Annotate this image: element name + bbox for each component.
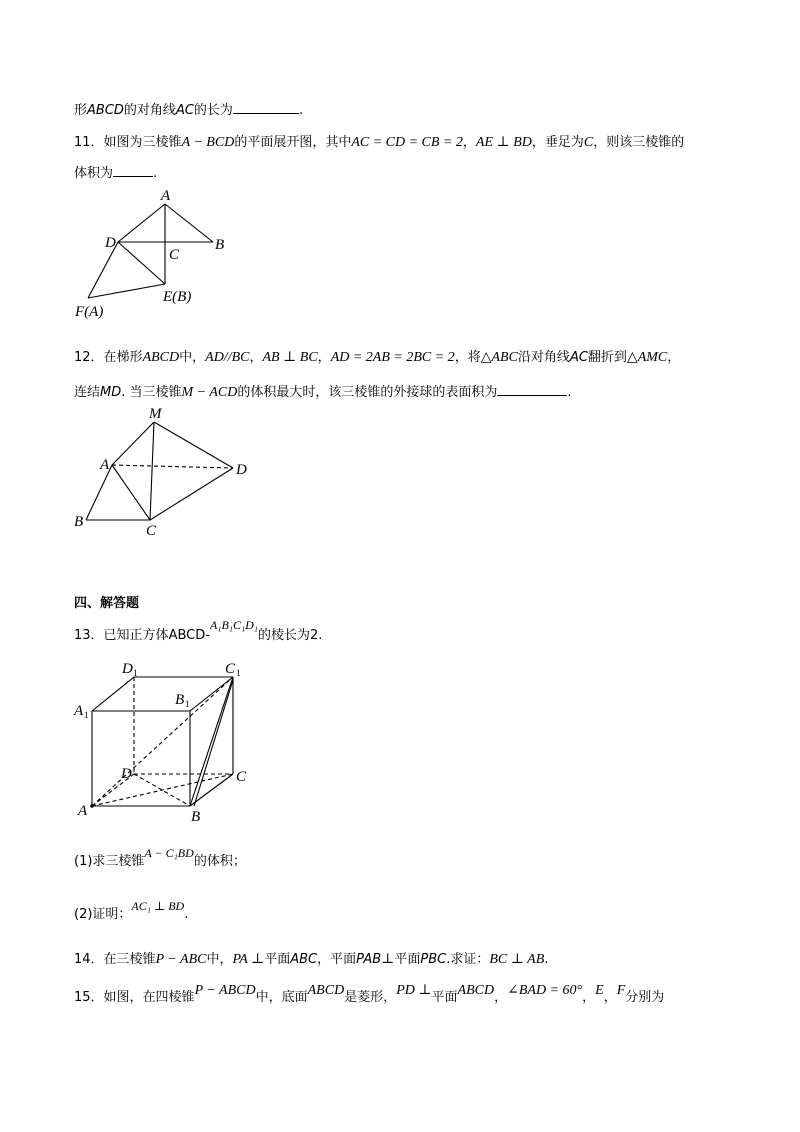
label-E: E(B): [163, 289, 192, 305]
q11-text: .: [153, 166, 158, 181]
math-expr: C: [583, 135, 594, 150]
q12-text: ，将: [454, 350, 481, 365]
label-M: M: [149, 406, 162, 422]
q13-text: .: [184, 907, 189, 922]
label-B: B: [215, 237, 225, 253]
q13-part2: [74, 899, 189, 922]
math-expr: ABCD: [307, 983, 345, 998]
math-expr: BC ⊥ AB: [489, 952, 545, 967]
q12-line2: [74, 381, 572, 401]
math-expr: AD = 2AB = 2BC = 2: [330, 350, 455, 365]
q15-text: 中，底面: [255, 990, 308, 1005]
q12-text: ，: [667, 350, 681, 365]
q12-text: 沿对角线: [517, 350, 570, 365]
label-sub: 1: [133, 668, 138, 678]
answer-blank[interactable]: [233, 112, 299, 114]
q12-text: ，: [317, 350, 331, 365]
math-expr: E: [595, 983, 604, 998]
q12-text: . 当三棱锥: [121, 385, 182, 400]
math-expr: AC₁ ⊥ BD: [131, 899, 185, 913]
q13-text: .: [318, 628, 323, 643]
math-expr: ABCD: [457, 983, 495, 998]
q12-text: 在梯形: [103, 350, 143, 365]
label-D: D: [121, 766, 132, 782]
q12-text: 的体积最大时，该三棱锥的外接球的表面积为: [237, 385, 498, 400]
math-expr: P − ABCD: [194, 983, 256, 998]
q11-text: 体积为: [74, 166, 114, 181]
q14-text: 中，: [206, 952, 233, 967]
answer-blank[interactable]: [113, 175, 153, 177]
q11-text: 如图为三棱锥: [103, 135, 182, 150]
q14-text: 平面: [394, 952, 421, 967]
math-expr: P − ABC: [155, 952, 207, 967]
q15-line: [74, 983, 665, 1006]
q15-text: ，: [494, 990, 508, 1005]
q10-text: .: [298, 103, 304, 118]
math-expr: AD//BC: [205, 350, 250, 365]
label-D: D: [236, 462, 247, 478]
math-expr: ∠BAD = 60°: [507, 983, 583, 998]
q15-text: 分别为: [625, 990, 665, 1005]
q13-cube-figure: [70, 652, 260, 832]
math-expr: AC = CD = CB = 2: [351, 135, 463, 150]
question-number: 13．: [74, 628, 104, 643]
q14-pbc: PBC: [420, 952, 447, 967]
q13-text: 已知正方体: [103, 628, 169, 643]
q10-text: 的长为: [193, 103, 233, 118]
label-C: C: [236, 769, 247, 785]
label-B: B: [74, 514, 84, 530]
q11-text: ，则该三棱锥的: [593, 135, 685, 150]
math-expr: F: [616, 983, 626, 998]
q14-text: .求证：: [446, 952, 490, 967]
label-D: D: [105, 235, 116, 251]
q10-text: 形: [74, 103, 88, 118]
label-C1: C: [225, 661, 236, 677]
q15-text: 平面: [431, 990, 458, 1005]
q12-ac: AC: [569, 350, 588, 365]
q11-text: 的平面展开图，其中: [234, 135, 352, 150]
math-expr: PD ⊥: [396, 983, 432, 998]
q10-line: [74, 99, 303, 118]
q11-line1: [74, 131, 684, 151]
q15-text: ，: [603, 990, 617, 1005]
label-B: B: [191, 809, 201, 825]
label-C: C: [169, 247, 180, 263]
q14-text: ，平面: [317, 952, 357, 967]
answer-blank[interactable]: [497, 394, 567, 396]
q13-text: 的体积；: [193, 854, 246, 869]
math-expr: M − ACD: [181, 385, 238, 400]
math-expr: △ABC: [480, 350, 518, 365]
q13-text: (1)求三棱锥: [74, 854, 145, 869]
label-C: C: [146, 523, 157, 539]
label-A: A: [78, 803, 88, 819]
q13-line1: [74, 618, 323, 643]
q11-text: ，: [462, 135, 476, 150]
q12-text: ，: [249, 350, 263, 365]
question-number: 15．: [74, 990, 104, 1005]
q14-text: 平面: [264, 952, 291, 967]
q12-figure: [70, 400, 260, 540]
math-expr: ABCD: [142, 350, 180, 365]
math-expr: PA ⊥: [232, 952, 265, 967]
q12-text: 翻折到: [587, 350, 627, 365]
label-sub: 1: [84, 710, 89, 720]
math-expr: AB ⊥ BC: [262, 350, 318, 365]
q10-abcd: ABCD: [87, 103, 124, 118]
q13-part1: [74, 846, 246, 869]
math-expr: ⊥: [381, 952, 395, 967]
math-expr: A − C₁BD: [144, 846, 194, 860]
label-sub: 1: [185, 699, 190, 709]
question-number: 12．: [74, 350, 104, 365]
q12-text: .: [567, 385, 572, 400]
label-B1: B: [175, 692, 185, 708]
q14-text: .: [544, 952, 549, 967]
label-F: F(A): [75, 304, 104, 320]
label-D1: D: [122, 661, 133, 677]
question-number: 11．: [74, 135, 104, 150]
q14-abc: ABC: [290, 952, 318, 967]
q12-md: MD: [100, 385, 122, 400]
q12-text: 连结: [74, 385, 101, 400]
math-expr: AE ⊥ BD: [475, 135, 532, 150]
q13-len: 2: [309, 628, 319, 643]
q10-text: 的对角线: [123, 103, 176, 118]
q15-text: ，: [582, 990, 596, 1005]
q11-text: ，垂足为: [531, 135, 584, 150]
math-expr: A₁B₁C₁D₁: [209, 618, 258, 632]
q14-line: [74, 948, 548, 968]
label-A1: A: [74, 703, 84, 719]
q15-text: 是菱形，: [344, 990, 397, 1005]
q13-text: 的棱长为: [257, 628, 310, 643]
q10-ac: AC: [175, 103, 194, 118]
math-expr: △AMC: [626, 350, 668, 365]
q13-abcd: ABCD-: [168, 628, 210, 643]
q15-text: 如图，在四棱锥: [103, 990, 195, 1005]
q12-line1: [74, 346, 680, 366]
label-A: A: [161, 188, 171, 204]
q11-figure: [70, 185, 230, 325]
section-heading: 四、解答题: [74, 596, 140, 611]
q11-line2: [74, 162, 157, 181]
label-A: A: [100, 457, 110, 473]
q13-text: (2)证明：: [74, 907, 132, 922]
q12-text: 中，: [179, 350, 206, 365]
q14-text: 在三棱锥: [103, 952, 156, 967]
math-expr: A − BCD: [181, 135, 235, 150]
label-sub: 1: [236, 668, 241, 678]
q14-pab: PAB: [356, 952, 382, 967]
question-number: 14．: [74, 952, 104, 967]
